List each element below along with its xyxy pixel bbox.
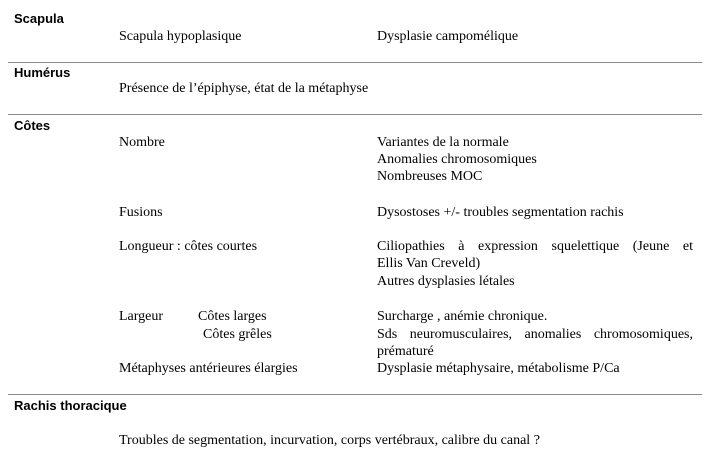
section-title-scapula: Scapula [14,11,64,26]
section-title-rachis: Rachis thoracique [14,398,127,413]
section-title-humerus: Humérus [14,65,71,80]
cotes-greles-cause: Sds neuromusculaires, anomalies chromosomiques, [377,327,693,342]
humerus-item: Présence de l’épiphyse, état de la métaphyse [119,81,369,96]
cotes-longueur-cause: Ellis Van Creveld) [377,256,481,271]
rachis-item: Troubles de segmentation, incurvation, corps vertébraux, calibre du canal ? [119,433,540,448]
cotes-metaphyses-cause: Dysplasie métaphysaire, métabolisme P/Ca [377,361,620,376]
cotes-nombre-cause: Variantes de la normale [377,135,509,150]
scapula-item: Scapula hypoplasique [119,29,242,44]
cotes-larges-label: Côtes larges [198,309,267,324]
cotes-fusions-cause: Dysostoses +/- troubles segmentation rachis [377,205,624,220]
cotes-fusions-label: Fusions [119,205,163,220]
cotes-nombre-cause: Anomalies chromosomiques [377,152,537,167]
cotes-longueur-label: Longueur : côtes courtes [119,239,258,254]
cotes-larges-cause: Surcharge , anémie chronique. [377,309,548,324]
cotes-longueur-cause: Autres dysplasies létales [377,274,515,289]
divider [8,114,702,115]
cotes-greles-cause: prématuré [377,344,434,359]
cotes-largeur-label: Largeur [119,309,164,324]
cotes-greles-label: Côtes grêles [203,327,272,342]
section-title-cotes: Côtes [14,118,51,133]
cotes-nombre-cause: Nombreuses MOC [377,169,483,184]
divider [8,62,702,63]
cotes-longueur-cause: Ciliopathies à expression squelettique (Jeune et [377,239,693,254]
cotes-nombre-label: Nombre [119,135,165,150]
scapula-cause: Dysplasie campomélique [377,29,519,44]
divider [8,394,702,395]
cotes-metaphyses-label: Métaphyses antérieures élargies [119,361,298,376]
